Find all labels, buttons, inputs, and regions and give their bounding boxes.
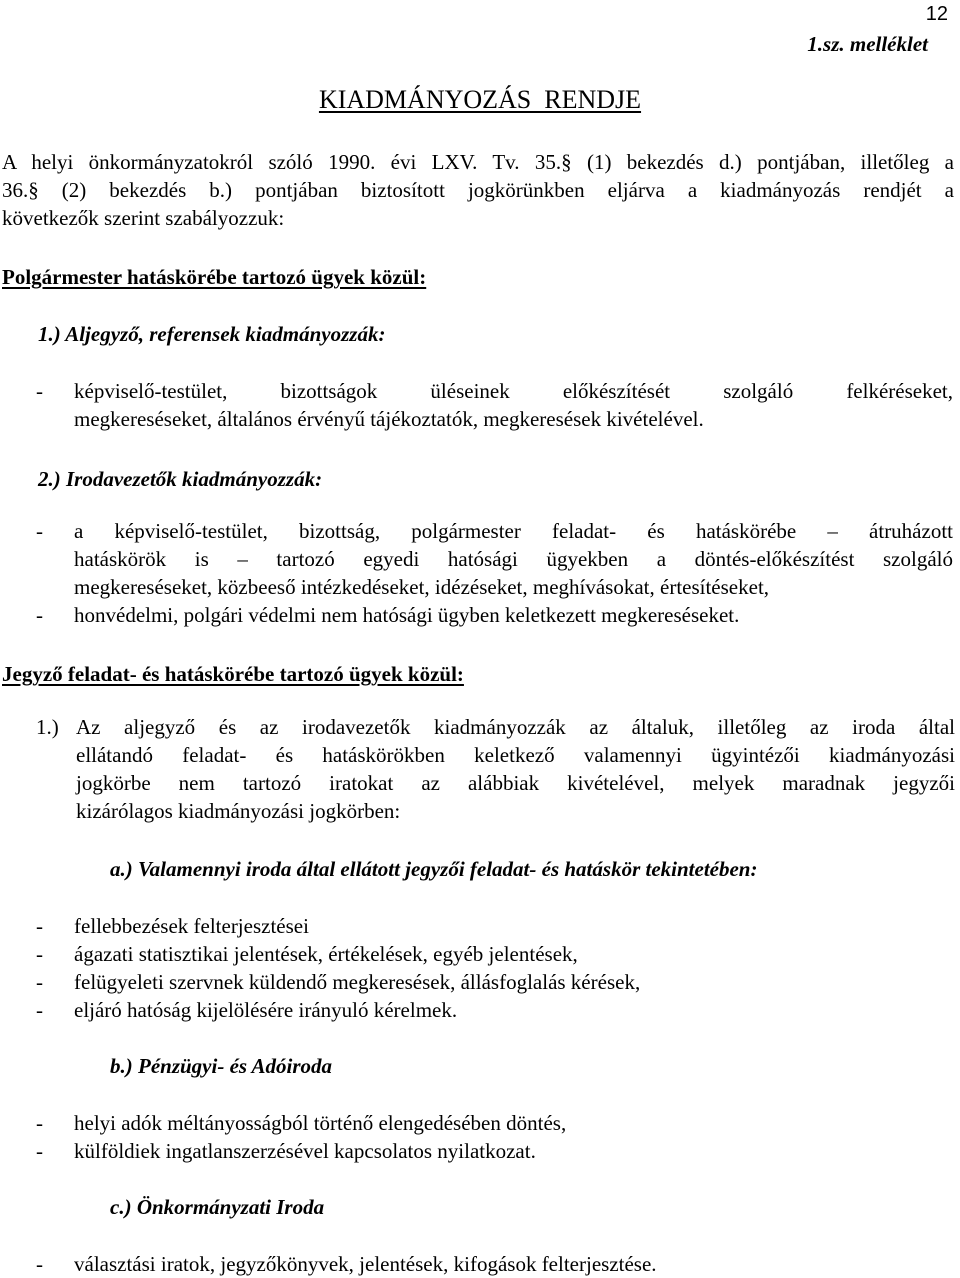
bullet-dash: - bbox=[36, 1252, 43, 1276]
list-item-text bbox=[74, 601, 953, 629]
list-item-line: megkereséseket, közbeeső intézkedéseket, idézéseket, meghívásokat, értesítéseket, bbox=[74, 575, 770, 599]
bullet-dash: - bbox=[36, 1111, 43, 1135]
document-title bbox=[0, 84, 960, 116]
document-title-text: KIADMÁNYOZÁS RENDJE bbox=[318, 85, 642, 114]
list-item-line: ágazati statisztikai jelentések, értékelések, egyéb jelentések, bbox=[74, 942, 578, 966]
list-item-line: honvédelmi, polgári védelmi nem hatósági ügyben keletkezett megkereséseket. bbox=[74, 603, 740, 627]
paragraph-body bbox=[76, 713, 955, 825]
list-item-line: eljáró hatóság kijelölésére irányuló kérelmek. bbox=[74, 998, 458, 1022]
list-item-line: a képviselő-testület, bizottság, polgármester feladat- és hatáskörébe – átruházott bbox=[74, 519, 953, 543]
list-item-line: külföldiek ingatlanszerzésével kapcsolatos nyilatkozat. bbox=[74, 1139, 536, 1163]
point-2-heading: 2.) Irodavezetők kiadmányozzák: bbox=[38, 467, 323, 491]
list-item-line: képviselő-testület, bizottságok üléseinek előkészítését szolgáló felkéréseket, bbox=[74, 379, 953, 403]
list-item-text bbox=[74, 517, 953, 601]
subsection-b-heading: b.) Pénzügyi- és Adóiroda bbox=[110, 1054, 333, 1078]
list-item-text bbox=[74, 940, 953, 968]
subsection-c-heading: c.) Önkormányzati Iroda bbox=[110, 1195, 325, 1219]
list-item-line: választási iratok, jegyzőkönyvek, jelentések, kifogások felterjesztése. bbox=[74, 1252, 657, 1276]
intro-line: következők szerint szabályozzuk: bbox=[2, 206, 285, 230]
paragraph-line: kizárólagos kiadmányozási jogkörben: bbox=[76, 799, 401, 823]
section-heading-mayor: Polgármester hatáskörébe tartozó ügyek közül: bbox=[2, 265, 427, 289]
paragraph-number: 1.) bbox=[36, 715, 59, 739]
paragraph-line: jogkörbe nem tartozó iratokat az alábbiak kivételével, melyek maradnak jegyzői bbox=[76, 771, 955, 795]
intro-line: 36.§ (2) bekezdés b.) pontjában biztosított jogkörünkben eljárva a kiadmányozás rendjét a bbox=[2, 178, 954, 202]
list-item-line: megkereséseket, általános érvényű tájékoztatók, megkeresések kivételével. bbox=[74, 407, 704, 431]
paragraph-line: Az aljegyző és az irodavezetők kiadmányozzák az általuk, illetőleg az iroda által bbox=[76, 715, 955, 739]
point-1-heading: 1.) Aljegyző, referensek kiadmányozzák: bbox=[38, 322, 386, 346]
bullet-dash: - bbox=[36, 1139, 43, 1163]
bullet-dash: - bbox=[36, 379, 43, 403]
list-item-line: felügyeleti szervnek küldendő megkeresések, állásfoglalás kérések, bbox=[74, 970, 641, 994]
list-item-text bbox=[74, 1109, 953, 1137]
list-item bbox=[0, 601, 955, 629]
list-item-text bbox=[74, 377, 953, 433]
bullet-dash: - bbox=[36, 914, 43, 938]
bullet-dash: - bbox=[36, 603, 43, 627]
paragraph-line: ellátandó feladat- és hatáskörökben keletkező valamennyi ügyintézői kiadmányozási bbox=[76, 743, 955, 767]
list-item bbox=[0, 517, 955, 601]
list-item-line: helyi adók méltányosságból történő elengedésében döntés, bbox=[74, 1111, 567, 1135]
list-item-line: fellebbezések felterjesztései bbox=[74, 914, 309, 938]
bullet-dash: - bbox=[36, 519, 43, 543]
intro-line: A helyi önkormányzatokról szóló 1990. évi LXV. Tv. 35.§ (1) bekezdés d.) pontjában, illetőleg a bbox=[2, 150, 954, 174]
bullet-dash: - bbox=[36, 970, 43, 994]
list-item-text bbox=[74, 968, 953, 996]
annex-label: 1.sz. melléklet bbox=[807, 32, 928, 56]
notary-paragraph bbox=[36, 713, 955, 825]
list-item-text bbox=[74, 1250, 953, 1278]
intro-paragraph bbox=[2, 148, 954, 232]
page-number: 12 bbox=[925, 3, 948, 25]
subsection-a-heading: a.) Valamennyi iroda által ellátott jegyzői feladat- és hatáskör tekintetében: bbox=[110, 857, 758, 881]
list-item-line: hatáskörök is – tartozó egyedi hatósági ügyekben a döntés-előkészítést szolgáló bbox=[74, 547, 953, 571]
list-item-text bbox=[74, 912, 953, 940]
list-item-text bbox=[74, 1137, 953, 1165]
section-heading-notary: Jegyző feladat- és hatáskörébe tartozó ügyek közül: bbox=[2, 662, 464, 686]
bullet-dash: - bbox=[36, 998, 43, 1022]
bullet-dash: - bbox=[36, 942, 43, 966]
list-item-text bbox=[74, 996, 953, 1024]
list-item bbox=[0, 377, 955, 433]
